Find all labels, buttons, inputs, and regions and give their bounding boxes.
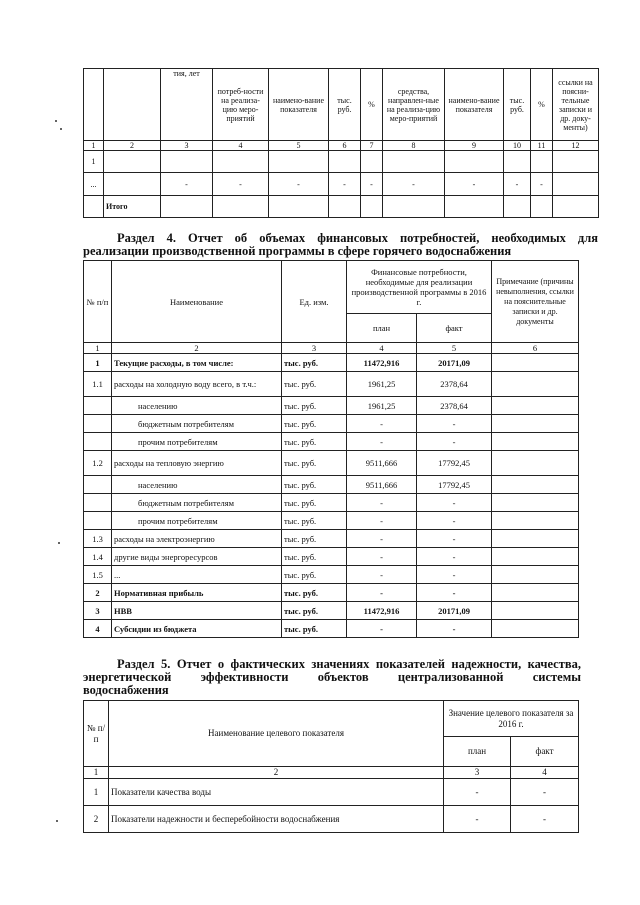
row-name: населению [112, 476, 282, 494]
table-header-row [84, 701, 579, 737]
fact-value: - [511, 779, 579, 806]
header-cell: Финансовые потребности, необходимые для реализации производственной программы в 2016 г. [347, 261, 492, 314]
header-cell: № п/п [84, 701, 109, 767]
plan-value: - [347, 494, 417, 512]
header-cell: % [361, 69, 383, 141]
row-name: НВВ [112, 602, 282, 620]
column-number: 12 [553, 141, 599, 151]
row-name: ... [112, 566, 282, 584]
row-number: 1.2 [84, 451, 112, 476]
row-number [84, 494, 112, 512]
scan-dot [55, 120, 57, 122]
row-unit: тыс. руб. [282, 354, 347, 372]
header-cell: ссылки на поясни-тельные записки и др. доку-менты) [553, 69, 599, 141]
table-row [84, 372, 579, 397]
table-section3-continued [83, 68, 599, 218]
row-unit: тыс. руб. [282, 602, 347, 620]
column-numbers-row [84, 343, 579, 354]
table-row [84, 151, 599, 173]
table-row [84, 476, 579, 494]
row-number: 3 [84, 602, 112, 620]
plan-value: - [347, 584, 417, 602]
section-4-title-line: Раздел 4. Отчет об объемах финансовых потребностей, необходимых для [117, 231, 598, 245]
note-cell [492, 512, 579, 530]
fact-value: 17792,45 [417, 476, 492, 494]
table-row [84, 620, 579, 638]
row-unit: тыс. руб. [282, 584, 347, 602]
section-5-title-line: Раздел 5. Отчет о фактических значениях показателей надежности, качества, [117, 657, 581, 671]
cell-value: - [329, 173, 361, 196]
column-number: 1 [84, 141, 104, 151]
plan-value: - [347, 530, 417, 548]
row-number [84, 512, 112, 530]
plan-value: - [347, 566, 417, 584]
plan-value: 9511,666 [347, 476, 417, 494]
row-name: расходы на электроэнергию [112, 530, 282, 548]
fact-value: - [417, 620, 492, 638]
row-number: 2 [84, 584, 112, 602]
column-number: 1 [84, 767, 109, 779]
row-number [84, 476, 112, 494]
column-number: 4 [511, 767, 579, 779]
column-number: 5 [417, 343, 492, 354]
table-row [84, 451, 579, 476]
row-name: Показатели надежности и бесперебойности водоснабжения [109, 806, 444, 833]
column-number: 8 [383, 141, 445, 151]
row-number: 4 [84, 620, 112, 638]
note-cell [492, 415, 579, 433]
fact-value: 20171,09 [417, 602, 492, 620]
row-name: населению [112, 397, 282, 415]
row-unit: тыс. руб. [282, 530, 347, 548]
header-cell: факт [417, 314, 492, 343]
table-row [84, 584, 579, 602]
total-row [84, 196, 599, 218]
plan-value: 11472,916 [347, 354, 417, 372]
header-cell: наимено-вание показателя [445, 69, 504, 141]
header-cell: потреб-ности на реализа-цию меро-приятий [213, 69, 269, 141]
note-cell [492, 620, 579, 638]
note-cell [492, 494, 579, 512]
row-unit: тыс. руб. [282, 620, 347, 638]
table-header-row [84, 69, 599, 141]
plan-value: - [347, 548, 417, 566]
column-number: 11 [531, 141, 553, 151]
row-name: бюджетным потребителям [112, 415, 282, 433]
row-unit: тыс. руб. [282, 372, 347, 397]
column-number: 6 [492, 343, 579, 354]
column-numbers-row [84, 141, 599, 151]
row-name: Нормативная прибыль [112, 584, 282, 602]
header-cell: % [531, 69, 553, 141]
plan-value: - [347, 620, 417, 638]
column-number: 2 [112, 343, 282, 354]
plan-value: 9511,666 [347, 451, 417, 476]
plan-value: 1961,25 [347, 397, 417, 415]
fact-value: 17792,45 [417, 451, 492, 476]
fact-value: 20171,09 [417, 354, 492, 372]
column-number: 10 [504, 141, 531, 151]
table-row [84, 806, 579, 833]
table-row [84, 602, 579, 620]
header-cell: план [444, 737, 511, 767]
header-cell: факт [511, 737, 579, 767]
header-cell: Значение целевого показателя за 2016 г. [444, 701, 579, 737]
column-number: 1 [84, 343, 112, 354]
fact-value: 2378,64 [417, 372, 492, 397]
column-numbers-row [84, 767, 579, 779]
header-cell: средства, направлен-ные на реализа-цию меро-приятий [383, 69, 445, 141]
table-row [84, 548, 579, 566]
fact-value: - [417, 433, 492, 451]
header-cell: тыс. руб. [329, 69, 361, 141]
table-row [84, 354, 579, 372]
column-number: 3 [161, 141, 213, 151]
header-cell: Ед. изм. [282, 261, 347, 343]
fact-value: 2378,64 [417, 397, 492, 415]
row-number: 1.5 [84, 566, 112, 584]
fact-value: - [511, 806, 579, 833]
row-name: прочим потребителям [112, 512, 282, 530]
plan-value: - [347, 512, 417, 530]
header-cell: тия, лет [161, 69, 213, 141]
row-name: Текущие расходы, в том числе: [112, 354, 282, 372]
fact-value: - [417, 494, 492, 512]
row-number: 1.1 [84, 372, 112, 397]
row-number: 2 [84, 806, 109, 833]
row-number: 1.3 [84, 530, 112, 548]
table-row [84, 397, 579, 415]
note-cell [492, 602, 579, 620]
header-cell: № п/п [84, 261, 112, 343]
row-number: ... [84, 173, 104, 196]
cell-value: - [361, 173, 383, 196]
column-number: 2 [104, 141, 161, 151]
row-name: другие виды энергоресурсов [112, 548, 282, 566]
fact-value: - [417, 566, 492, 584]
header-cell: Примечание (причины невыполнения, ссылки на пояснительные записки и др. документы [492, 261, 579, 343]
total-label: Итого [104, 196, 161, 218]
row-unit: тыс. руб. [282, 397, 347, 415]
row-name: Показатели качества воды [109, 779, 444, 806]
cell-value: - [531, 173, 553, 196]
fact-value: - [417, 584, 492, 602]
note-cell [492, 433, 579, 451]
note-cell [492, 530, 579, 548]
row-unit: тыс. руб. [282, 548, 347, 566]
note-cell [492, 451, 579, 476]
note-cell [492, 372, 579, 397]
header-cell: Наименование [112, 261, 282, 343]
row-unit: тыс. руб. [282, 476, 347, 494]
scan-dot [58, 542, 60, 544]
row-number: 1.4 [84, 548, 112, 566]
plan-value: - [444, 806, 511, 833]
cell-value: - [504, 173, 531, 196]
scan-dot [56, 820, 58, 822]
header-cell: план [347, 314, 417, 343]
note-cell [492, 566, 579, 584]
fact-value: - [417, 512, 492, 530]
plan-value: - [347, 415, 417, 433]
row-number [84, 415, 112, 433]
plan-value: 11472,916 [347, 602, 417, 620]
plan-value: - [347, 433, 417, 451]
column-number: 3 [282, 343, 347, 354]
row-name: прочим потребителям [112, 433, 282, 451]
table-target-indicators [83, 700, 579, 833]
section-5-title-line: энергетической эффективности объектов централизованной системы [83, 670, 581, 684]
row-unit: тыс. руб. [282, 566, 347, 584]
table-row [84, 779, 579, 806]
table-row [84, 173, 599, 196]
column-number: 4 [347, 343, 417, 354]
cell-value: - [213, 173, 269, 196]
row-name: расходы на тепловую энергию [112, 451, 282, 476]
header-cell: Наименование целевого показателя [109, 701, 444, 767]
row-unit: тыс. руб. [282, 512, 347, 530]
note-cell [492, 476, 579, 494]
scan-dot [60, 128, 62, 130]
cell-value: - [383, 173, 445, 196]
fact-value: - [417, 415, 492, 433]
cell-value: - [445, 173, 504, 196]
cell-value: - [161, 173, 213, 196]
fact-value: - [417, 548, 492, 566]
column-number: 6 [329, 141, 361, 151]
column-number: 3 [444, 767, 511, 779]
plan-value: 1961,25 [347, 372, 417, 397]
section-4-title [83, 232, 598, 258]
row-unit: тыс. руб. [282, 451, 347, 476]
table-row [84, 433, 579, 451]
row-name: Субсидии из бюджета [112, 620, 282, 638]
table-header-row [84, 261, 579, 314]
section-5-title-line: водоснабжения [83, 683, 169, 697]
row-name: расходы на холодную воду всего, в т.ч.: [112, 372, 282, 397]
column-number: 9 [445, 141, 504, 151]
row-number: 1 [84, 779, 109, 806]
row-unit: тыс. руб. [282, 415, 347, 433]
note-cell [492, 354, 579, 372]
column-number: 7 [361, 141, 383, 151]
note-cell [492, 584, 579, 602]
table-row [84, 494, 579, 512]
row-number: 1 [84, 354, 112, 372]
fact-value: - [417, 530, 492, 548]
header-cell: тыс. руб. [504, 69, 531, 141]
note-cell [492, 397, 579, 415]
column-number: 4 [213, 141, 269, 151]
table-body [84, 354, 579, 638]
row-unit: тыс. руб. [282, 494, 347, 512]
column-number: 5 [269, 141, 329, 151]
table-row [84, 566, 579, 584]
table-row [84, 415, 579, 433]
cell-value: - [269, 173, 329, 196]
row-number [84, 397, 112, 415]
section-4-title-line: реализации производственной программы в сфере горячего водоснабжения [83, 244, 512, 258]
table-financial-needs [83, 260, 579, 638]
row-unit: тыс. руб. [282, 433, 347, 451]
table-body [84, 779, 579, 833]
note-cell [492, 548, 579, 566]
row-number [84, 433, 112, 451]
table-row [84, 530, 579, 548]
row-name: бюджетным потребителям [112, 494, 282, 512]
column-number: 2 [109, 767, 444, 779]
plan-value: - [444, 779, 511, 806]
row-number: 1 [84, 151, 104, 173]
section-5-title [83, 658, 581, 697]
table-row [84, 512, 579, 530]
header-cell: наимено-вание показателя [269, 69, 329, 141]
